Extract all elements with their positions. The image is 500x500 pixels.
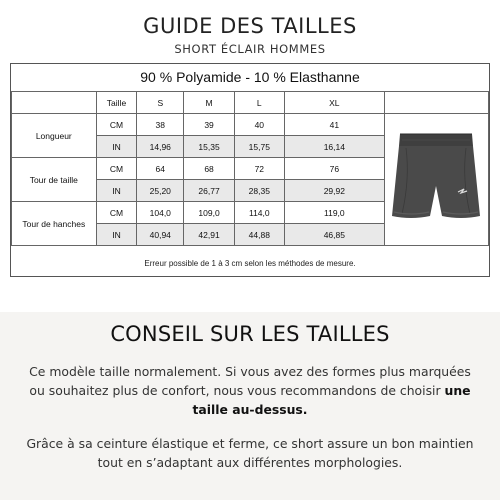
page-title: GUIDE DES TAILLES <box>143 14 357 38</box>
header-corner <box>12 92 97 114</box>
advice-paragraph-2: Grâce à sa ceinture élastique et ferme, ce short assure un bon maintien tout en s’adaptant aux différentes morphologies. <box>26 436 474 470</box>
composition-header: 90 % Polyamide - 10 % Elasthanne <box>140 69 360 85</box>
value-cell: 16,14 <box>284 136 384 158</box>
advice-text: Ce modèle taille normalement. Si vous avez des formes plus marquées ou souhaitez plus de confort, nous vous recommandons de choisir <box>29 364 471 398</box>
advice-title: CONSEIL SUR LES TAILLES <box>110 322 390 346</box>
product-subtitle: SHORT ÉCLAIR HOMMES <box>174 42 326 56</box>
value-cell: 64 <box>137 158 184 180</box>
table-header-row <box>12 92 489 114</box>
value-cell: 25,20 <box>137 180 184 202</box>
group-label: Tour de taille <box>12 158 97 202</box>
value-cell: 40,94 <box>137 224 184 246</box>
value-cell: 29,92 <box>284 180 384 202</box>
value-cell: 41 <box>284 114 384 136</box>
value-cell: 119,0 <box>284 202 384 224</box>
size-table <box>11 91 489 246</box>
value-cell: 44,88 <box>234 224 284 246</box>
value-cell: 38 <box>137 114 184 136</box>
unit-cell: IN <box>96 224 137 246</box>
shorts-image <box>386 124 486 234</box>
product-image-cell <box>384 114 488 246</box>
value-cell: 104,0 <box>137 202 184 224</box>
value-cell: 46,85 <box>284 224 384 246</box>
size-header: M <box>184 92 235 114</box>
unit-cell: IN <box>96 136 137 158</box>
size-header: L <box>234 92 284 114</box>
value-cell: 15,35 <box>184 136 235 158</box>
value-cell: 14,96 <box>137 136 184 158</box>
header-image-spacer <box>384 92 488 114</box>
value-cell: 72 <box>234 158 284 180</box>
value-cell: 109,0 <box>184 202 235 224</box>
unit-cell: CM <box>96 114 137 136</box>
value-cell: 42,91 <box>184 224 235 246</box>
unit-cell: IN <box>96 180 137 202</box>
table-row <box>12 114 489 136</box>
advice-recommendation: une taille au-dessus. <box>192 383 471 417</box>
group-label: Tour de hanches <box>12 202 97 246</box>
value-cell: 114,0 <box>234 202 284 224</box>
value-cell: 40 <box>234 114 284 136</box>
value-cell: 68 <box>184 158 235 180</box>
size-header: XL <box>284 92 384 114</box>
advice-paragraph-1 <box>20 362 480 419</box>
size-table-frame <box>10 63 490 277</box>
unit-cell: CM <box>96 158 137 180</box>
value-cell: 26,77 <box>184 180 235 202</box>
value-cell: 39 <box>184 114 235 136</box>
measurement-footnote: Erreur possible de 1 à 3 cm selon les méthodes de mesure. <box>144 259 356 268</box>
group-label: Longueur <box>12 114 97 158</box>
value-cell: 76 <box>284 158 384 180</box>
size-header: S <box>137 92 184 114</box>
unit-cell: CM <box>96 202 137 224</box>
value-cell: 28,35 <box>234 180 284 202</box>
size-label-header: Taille <box>96 92 137 114</box>
value-cell: 15,75 <box>234 136 284 158</box>
